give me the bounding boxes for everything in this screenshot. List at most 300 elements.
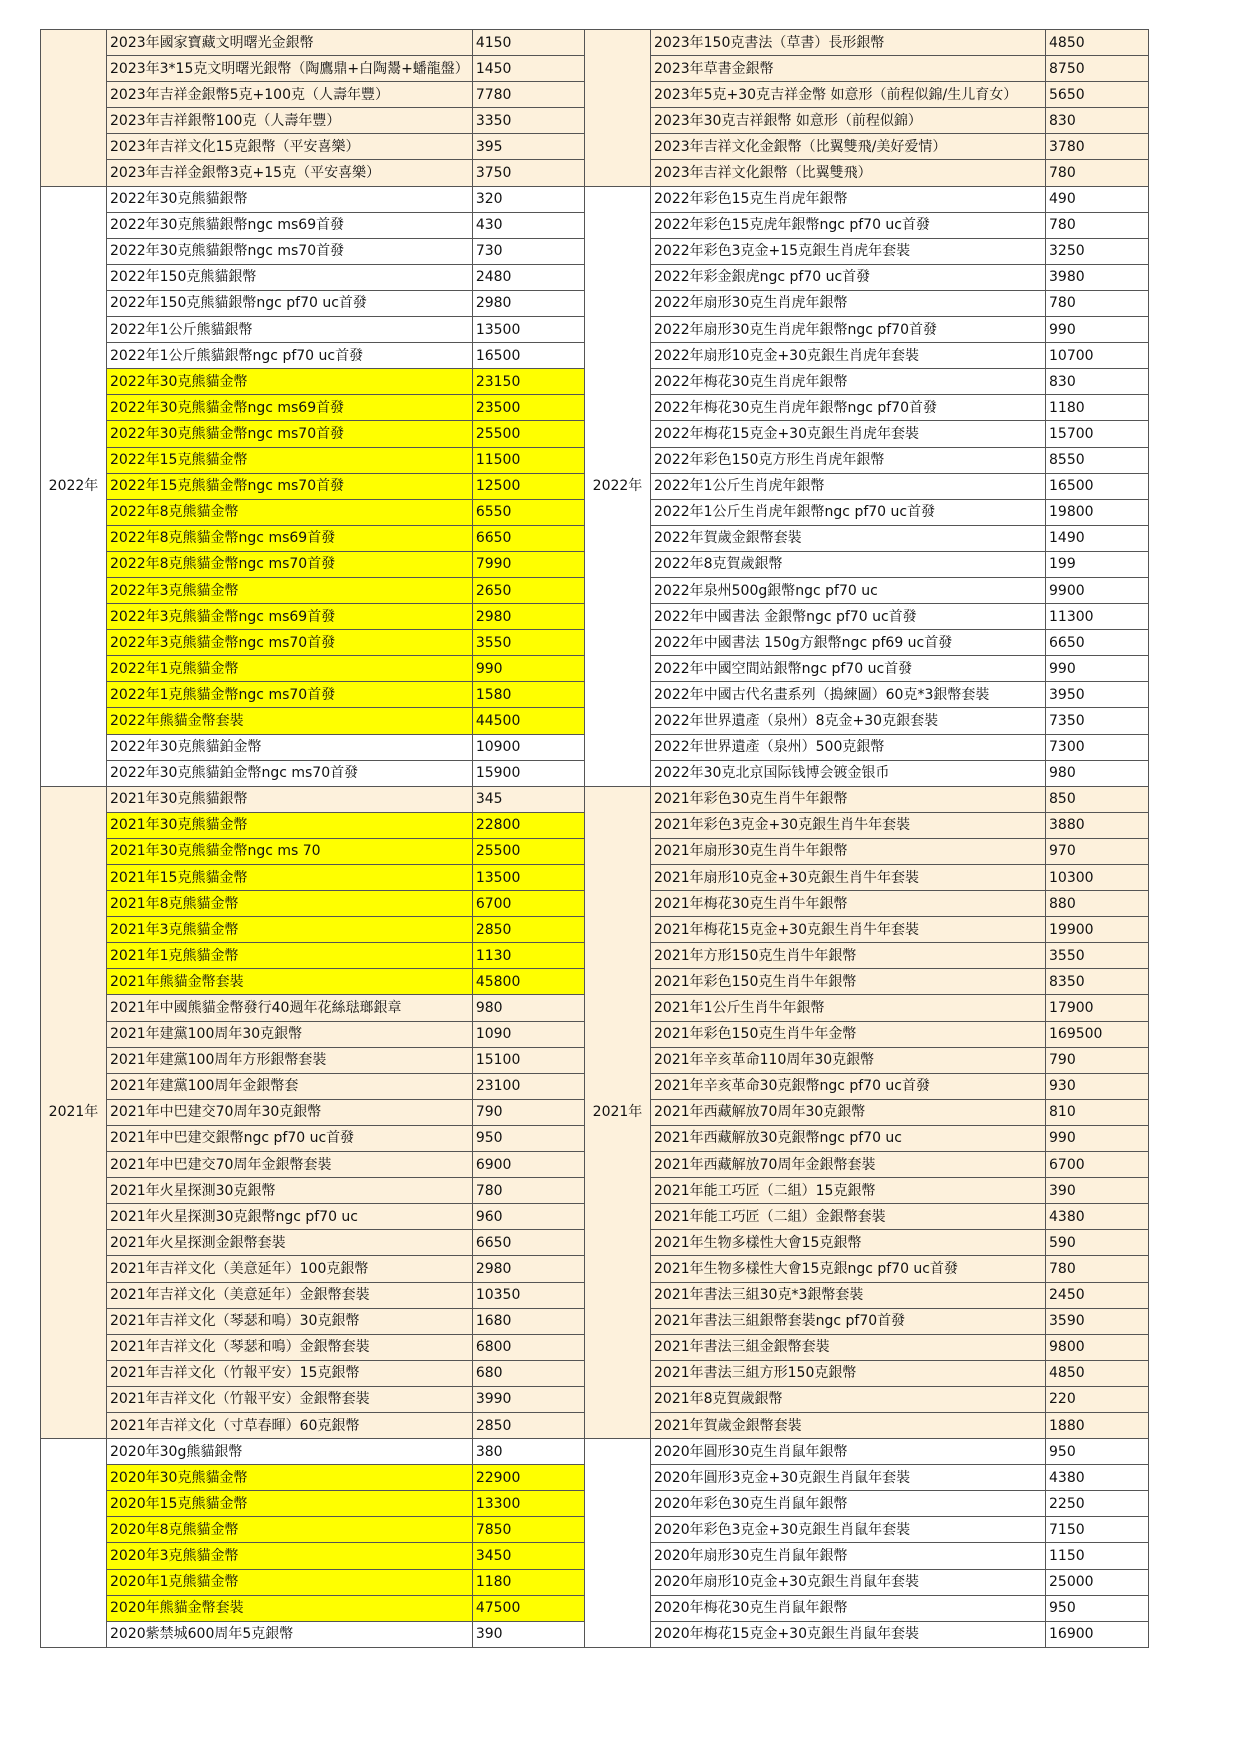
coin-name: 2022年1公斤熊貓銀幣ngc pf70 uc首發 bbox=[107, 343, 473, 369]
coin-price: 780 bbox=[1046, 290, 1149, 316]
coin-price: 9900 bbox=[1046, 577, 1149, 603]
coin-price: 17900 bbox=[1046, 995, 1149, 1021]
coin-name: 2021年西藏解放70周年金銀幣套裝 bbox=[651, 1152, 1046, 1178]
coin-price: 4850 bbox=[1046, 1360, 1149, 1386]
coin-name: 2022年30克熊貓銀幣ngc ms69首發 bbox=[107, 212, 473, 238]
coin-name: 2021年30克熊貓銀幣 bbox=[107, 786, 473, 812]
coin-price: 7350 bbox=[1046, 708, 1149, 734]
coin-name: 2021年梅花30克生肖牛年銀幣 bbox=[651, 891, 1046, 917]
table-row bbox=[41, 343, 601, 369]
table-row bbox=[41, 838, 601, 864]
coin-name: 2022年1公斤生肖虎年銀幣 bbox=[651, 473, 1046, 499]
coin-name: 2023年吉祥金銀幣5克+100克（人壽年豐） bbox=[107, 82, 473, 108]
coin-name: 2021年彩色30克生肖牛年銀幣 bbox=[651, 786, 1046, 812]
table-row bbox=[585, 1256, 1149, 1282]
table-row bbox=[585, 1308, 1149, 1334]
table-row bbox=[41, 969, 601, 995]
coin-price: 44500 bbox=[472, 708, 600, 734]
coin-price: 395 bbox=[472, 134, 600, 160]
coin-name: 2022年泉州500g銀幣ngc pf70 uc bbox=[651, 577, 1046, 603]
table-row bbox=[41, 682, 601, 708]
coin-price: 10350 bbox=[472, 1282, 600, 1308]
table-row bbox=[585, 604, 1149, 630]
coin-price: 15700 bbox=[1046, 421, 1149, 447]
coin-name: 2022年中國書法 金銀幣ngc pf70 uc首發 bbox=[651, 604, 1046, 630]
coin-price: 1090 bbox=[472, 1021, 600, 1047]
year-label bbox=[41, 1439, 107, 1648]
coin-price: 16500 bbox=[472, 343, 600, 369]
table-row bbox=[585, 1230, 1149, 1256]
table-row bbox=[585, 369, 1149, 395]
table-row bbox=[41, 734, 601, 760]
coin-price: 1490 bbox=[1046, 525, 1149, 551]
coin-name: 2022年梅花30克生肖虎年銀幣ngc pf70首發 bbox=[651, 395, 1046, 421]
coin-name: 2020年3克熊貓金幣 bbox=[107, 1543, 473, 1569]
table-row bbox=[585, 577, 1149, 603]
coin-price: 16500 bbox=[1046, 473, 1149, 499]
coin-price: 980 bbox=[472, 995, 600, 1021]
table-row bbox=[585, 525, 1149, 551]
coin-name: 2021年熊貓金幣套裝 bbox=[107, 969, 473, 995]
coin-name: 2022年彩色15克生肖虎年銀幣 bbox=[651, 186, 1046, 212]
table-row bbox=[41, 604, 601, 630]
table-row bbox=[585, 1021, 1149, 1047]
coin-price: 830 bbox=[1046, 108, 1149, 134]
table-row bbox=[41, 369, 601, 395]
table-row bbox=[41, 1439, 601, 1465]
coin-name: 2021年辛亥革命110周年30克銀幣 bbox=[651, 1047, 1046, 1073]
coin-name: 2021年吉祥文化（琴瑟和鳴）30克銀幣 bbox=[107, 1308, 473, 1334]
coin-price: 25000 bbox=[1046, 1569, 1149, 1595]
coin-name: 2022年150克熊貓銀幣 bbox=[107, 264, 473, 290]
coin-name: 2021年30克熊貓金幣 bbox=[107, 812, 473, 838]
coin-name: 2021年書法三組30克*3銀幣套裝 bbox=[651, 1282, 1046, 1308]
table-row bbox=[585, 290, 1149, 316]
coin-price: 2450 bbox=[1046, 1282, 1149, 1308]
table-row bbox=[585, 317, 1149, 343]
coin-price: 45800 bbox=[472, 969, 600, 995]
coin-name: 2021年方形150克生肖牛年銀幣 bbox=[651, 943, 1046, 969]
table-row bbox=[41, 212, 601, 238]
table-row bbox=[585, 656, 1149, 682]
coin-price: 4850 bbox=[1046, 30, 1149, 56]
coin-price: 810 bbox=[1046, 1099, 1149, 1125]
table-row bbox=[585, 812, 1149, 838]
table-row bbox=[585, 1099, 1149, 1125]
coin-name: 2022年3克熊貓金幣ngc ms70首發 bbox=[107, 630, 473, 656]
coin-price: 590 bbox=[1046, 1230, 1149, 1256]
coin-name: 2022年中國古代名畫系列（搗練圖）60克*3銀幣套裝 bbox=[651, 682, 1046, 708]
table-row bbox=[41, 708, 601, 734]
coin-name: 2023年國家寶藏文明曙光金銀幣 bbox=[107, 30, 473, 56]
coin-price: 3880 bbox=[1046, 812, 1149, 838]
coin-price: 5650 bbox=[1046, 82, 1149, 108]
coin-name: 2021年吉祥文化（寸草春暉）60克銀幣 bbox=[107, 1412, 473, 1438]
coin-name: 2023年吉祥文化15克銀幣（平安喜樂） bbox=[107, 134, 473, 160]
table-row bbox=[585, 969, 1149, 995]
table-row bbox=[585, 682, 1149, 708]
coin-price: 930 bbox=[1046, 1073, 1149, 1099]
coin-name: 2023年草書金銀幣 bbox=[651, 56, 1046, 82]
table-row bbox=[41, 290, 601, 316]
table-row bbox=[41, 1595, 601, 1621]
coin-price: 850 bbox=[1046, 786, 1149, 812]
coin-price: 7300 bbox=[1046, 734, 1149, 760]
table-row bbox=[585, 551, 1149, 577]
coin-name: 2023年30克吉祥銀幣 如意形（前程似錦） bbox=[651, 108, 1046, 134]
coin-price: 790 bbox=[1046, 1047, 1149, 1073]
coin-price: 7150 bbox=[1046, 1517, 1149, 1543]
coin-name: 2022年8克賀歲銀幣 bbox=[651, 551, 1046, 577]
coin-price: 880 bbox=[1046, 891, 1149, 917]
table-row bbox=[585, 1047, 1149, 1073]
table-row bbox=[41, 421, 601, 447]
coin-name: 2021年扇形10克金+30克銀生肖牛年套裝 bbox=[651, 865, 1046, 891]
table-row bbox=[41, 812, 601, 838]
year-label: 2021年 bbox=[585, 786, 651, 1438]
coin-name: 2022年30克熊貓鉑金幣ngc ms70首發 bbox=[107, 760, 473, 786]
table-row bbox=[41, 865, 601, 891]
table-row bbox=[585, 343, 1149, 369]
table-row bbox=[41, 1152, 601, 1178]
table-row bbox=[585, 421, 1149, 447]
coin-price: 2850 bbox=[472, 1412, 600, 1438]
table-row bbox=[41, 995, 601, 1021]
table-row bbox=[585, 212, 1149, 238]
table-row bbox=[41, 1047, 601, 1073]
coin-price: 780 bbox=[472, 1178, 600, 1204]
coin-price: 2480 bbox=[472, 264, 600, 290]
table-row bbox=[41, 1256, 601, 1282]
table-row bbox=[41, 264, 601, 290]
table-row bbox=[41, 760, 601, 786]
coin-name: 2021年吉祥文化（美意延年）100克銀幣 bbox=[107, 1256, 473, 1282]
coin-price: 1450 bbox=[472, 56, 600, 82]
coin-name: 2022年熊貓金幣套裝 bbox=[107, 708, 473, 734]
table-row bbox=[41, 447, 601, 473]
coin-price: 970 bbox=[1046, 838, 1149, 864]
coin-name: 2022年扇形30克生肖虎年銀幣 bbox=[651, 290, 1046, 316]
coin-name: 2021年火星探測30克銀幣ngc pf70 uc bbox=[107, 1204, 473, 1230]
coin-price: 990 bbox=[1046, 317, 1149, 343]
table-row bbox=[41, 56, 601, 82]
table-row bbox=[41, 160, 601, 186]
coin-price: 19800 bbox=[1046, 499, 1149, 525]
table-row bbox=[585, 473, 1149, 499]
table-row bbox=[41, 186, 601, 212]
table-row bbox=[41, 473, 601, 499]
coin-name: 2021年中國熊貓金幣發行40週年花絲琺瑯銀章 bbox=[107, 995, 473, 1021]
coin-name: 2020年30克熊貓金幣 bbox=[107, 1465, 473, 1491]
coin-name: 2022年30克北京国际钱博会镀金银币 bbox=[651, 760, 1046, 786]
coin-name: 2021年生物多樣性大會15克銀ngc pf70 uc首發 bbox=[651, 1256, 1046, 1282]
coin-price: 990 bbox=[472, 656, 600, 682]
table-row bbox=[585, 1282, 1149, 1308]
coin-price: 8750 bbox=[1046, 56, 1149, 82]
coin-price: 3950 bbox=[1046, 682, 1149, 708]
coin-name: 2021年建黨100周年金銀幣套 bbox=[107, 1073, 473, 1099]
table-row bbox=[41, 1021, 601, 1047]
coin-name: 2022年世界遺產（泉州）500克銀幣 bbox=[651, 734, 1046, 760]
table-row bbox=[41, 1125, 601, 1151]
coin-name: 2020年8克熊貓金幣 bbox=[107, 1517, 473, 1543]
coin-name: 2021年火星探測金銀幣套裝 bbox=[107, 1230, 473, 1256]
coin-price: 2980 bbox=[472, 1256, 600, 1282]
coin-name: 2021年西藏解放70周年30克銀幣 bbox=[651, 1099, 1046, 1125]
coin-price: 10700 bbox=[1046, 343, 1149, 369]
coin-name: 2022年1公斤生肖虎年銀幣ngc pf70 uc首發 bbox=[651, 499, 1046, 525]
table-row bbox=[41, 1491, 601, 1517]
coin-price: 1150 bbox=[1046, 1543, 1149, 1569]
coin-name: 2020年15克熊貓金幣 bbox=[107, 1491, 473, 1517]
coin-name: 2022年1克熊貓金幣 bbox=[107, 656, 473, 682]
coin-name: 2022年彩色150克方形生肖虎年銀幣 bbox=[651, 447, 1046, 473]
table-row bbox=[41, 1569, 601, 1595]
table-row bbox=[585, 1360, 1149, 1386]
coin-price: 3980 bbox=[1046, 264, 1149, 290]
coin-name: 2021年8克熊貓金幣 bbox=[107, 891, 473, 917]
coin-name: 2020年30g熊貓銀幣 bbox=[107, 1439, 473, 1465]
coin-price: 8350 bbox=[1046, 969, 1149, 995]
coin-name: 2021年生物多樣性大會15克銀幣 bbox=[651, 1230, 1046, 1256]
coin-name: 2021年梅花15克金+30克銀生肖牛年套裝 bbox=[651, 917, 1046, 943]
coin-name: 2022年30克熊貓金幣ngc ms70首發 bbox=[107, 421, 473, 447]
table-row bbox=[585, 917, 1149, 943]
coin-price: 13300 bbox=[472, 1491, 600, 1517]
table-row bbox=[585, 56, 1149, 82]
coin-price: 430 bbox=[472, 212, 600, 238]
coin-price: 12500 bbox=[472, 473, 600, 499]
coin-price: 13500 bbox=[472, 865, 600, 891]
coin-name: 2020年1克熊貓金幣 bbox=[107, 1569, 473, 1595]
coin-price: 2980 bbox=[472, 604, 600, 630]
coin-price: 220 bbox=[1046, 1386, 1149, 1412]
coin-name: 2022年8克熊貓金幣ngc ms69首發 bbox=[107, 525, 473, 551]
year-label: 2022年 bbox=[585, 186, 651, 786]
coin-name: 2022年世界遺產（泉州）8克金+30克銀套裝 bbox=[651, 708, 1046, 734]
coin-price: 6650 bbox=[1046, 630, 1149, 656]
coin-price: 23150 bbox=[472, 369, 600, 395]
table-row bbox=[41, 1465, 601, 1491]
coin-name: 2021年能工巧匠（二組）金銀幣套裝 bbox=[651, 1204, 1046, 1230]
table-row bbox=[41, 1099, 601, 1125]
coin-name: 2021年西藏解放30克銀幣ngc pf70 uc bbox=[651, 1125, 1046, 1151]
table-row bbox=[585, 30, 1149, 56]
table-row bbox=[41, 917, 601, 943]
coin-price: 11300 bbox=[1046, 604, 1149, 630]
coin-price: 6550 bbox=[472, 499, 600, 525]
coin-price: 950 bbox=[1046, 1439, 1149, 1465]
coin-price: 1130 bbox=[472, 943, 600, 969]
coin-price: 10300 bbox=[1046, 865, 1149, 891]
coin-price: 990 bbox=[1046, 656, 1149, 682]
coin-name: 2021年辛亥革命30克銀幣ngc pf70 uc首發 bbox=[651, 1073, 1046, 1099]
coin-price: 2850 bbox=[472, 917, 600, 943]
table-row bbox=[585, 447, 1149, 473]
coin-price: 25500 bbox=[472, 838, 600, 864]
coin-name: 2023年5克+30克吉祥金幣 如意形（前程似錦/生儿育女） bbox=[651, 82, 1046, 108]
coin-name: 2020年圓形3克金+30克銀生肖鼠年套裝 bbox=[651, 1465, 1046, 1491]
coin-price: 3250 bbox=[1046, 238, 1149, 264]
table-row bbox=[41, 551, 601, 577]
coin-name: 2022年彩金銀虎ngc pf70 uc首發 bbox=[651, 264, 1046, 290]
table-row bbox=[41, 656, 601, 682]
coin-price: 4150 bbox=[472, 30, 600, 56]
table-row bbox=[41, 577, 601, 603]
coin-name: 2020年圓形30克生肖鼠年銀幣 bbox=[651, 1439, 1046, 1465]
table-row bbox=[41, 630, 601, 656]
coin-name: 2022年彩色15克虎年銀幣ngc pf70 uc首發 bbox=[651, 212, 1046, 238]
coin-price: 19900 bbox=[1046, 917, 1149, 943]
coin-name: 2022年30克熊貓鉑金幣 bbox=[107, 734, 473, 760]
table-row bbox=[585, 1152, 1149, 1178]
coin-name: 2021年書法三組方形150克銀幣 bbox=[651, 1360, 1046, 1386]
year-label bbox=[585, 30, 651, 187]
coin-price: 680 bbox=[472, 1360, 600, 1386]
left-price-table bbox=[40, 29, 601, 1648]
table-row bbox=[585, 160, 1149, 186]
coin-name: 2022年1公斤熊貓銀幣 bbox=[107, 317, 473, 343]
coin-name: 2022年梅花15克金+30克銀生肖虎年套裝 bbox=[651, 421, 1046, 447]
coin-price: 2980 bbox=[472, 290, 600, 316]
coin-name: 2022年8克熊貓金幣 bbox=[107, 499, 473, 525]
table-row bbox=[585, 1439, 1149, 1465]
coin-name: 2023年吉祥銀幣100克（人壽年豐） bbox=[107, 108, 473, 134]
coin-name: 2022年賀歲金銀幣套裝 bbox=[651, 525, 1046, 551]
table-row bbox=[41, 943, 601, 969]
coin-price: 950 bbox=[1046, 1595, 1149, 1621]
coin-price: 6800 bbox=[472, 1334, 600, 1360]
coin-price: 7850 bbox=[472, 1517, 600, 1543]
coin-name: 2020年扇形30克生肖鼠年銀幣 bbox=[651, 1543, 1046, 1569]
table-row bbox=[585, 108, 1149, 134]
coin-name: 2021年建黨100周年30克銀幣 bbox=[107, 1021, 473, 1047]
table-row bbox=[41, 238, 601, 264]
coin-name: 2022年30克熊貓銀幣ngc ms70首發 bbox=[107, 238, 473, 264]
year-label bbox=[41, 30, 107, 187]
table-row bbox=[41, 1282, 601, 1308]
coin-name: 2021年1公斤生肖牛年銀幣 bbox=[651, 995, 1046, 1021]
table-row bbox=[585, 499, 1149, 525]
coin-price: 390 bbox=[1046, 1178, 1149, 1204]
year-label: 2021年 bbox=[41, 786, 107, 1438]
coin-name: 2021年中巴建交70周年金銀幣套裝 bbox=[107, 1152, 473, 1178]
coin-name: 2021年火星探測30克銀幣 bbox=[107, 1178, 473, 1204]
table-row bbox=[585, 395, 1149, 421]
coin-price: 3550 bbox=[1046, 943, 1149, 969]
coin-name: 2020年梅花30克生肖鼠年銀幣 bbox=[651, 1595, 1046, 1621]
coin-price: 3350 bbox=[472, 108, 600, 134]
table-row bbox=[585, 1595, 1149, 1621]
table-row bbox=[41, 786, 601, 812]
coin-price: 4380 bbox=[1046, 1465, 1149, 1491]
coin-name: 2022年30克熊貓金幣 bbox=[107, 369, 473, 395]
table-row bbox=[585, 1178, 1149, 1204]
table-row bbox=[41, 1230, 601, 1256]
table-row bbox=[585, 1204, 1149, 1230]
table-row bbox=[585, 82, 1149, 108]
coin-name: 2021年吉祥文化（竹報平安）金銀幣套裝 bbox=[107, 1386, 473, 1412]
coin-name: 2023年吉祥文化金銀幣（比翼雙飛/美好爱情） bbox=[651, 134, 1046, 160]
coin-price: 22800 bbox=[472, 812, 600, 838]
coin-price: 1180 bbox=[1046, 395, 1149, 421]
coin-price: 6700 bbox=[472, 891, 600, 917]
table-row bbox=[585, 1412, 1149, 1438]
coin-price: 1880 bbox=[1046, 1412, 1149, 1438]
table-row bbox=[585, 1125, 1149, 1151]
table-row bbox=[41, 1621, 601, 1647]
table-row bbox=[585, 1334, 1149, 1360]
table-row bbox=[585, 995, 1149, 1021]
table-row bbox=[41, 395, 601, 421]
coin-price: 780 bbox=[1046, 160, 1149, 186]
coin-name: 2021年3克熊貓金幣 bbox=[107, 917, 473, 943]
coin-price: 3590 bbox=[1046, 1308, 1149, 1334]
table-row bbox=[41, 1178, 601, 1204]
coin-name: 2020年彩色30克生肖鼠年銀幣 bbox=[651, 1491, 1046, 1517]
coin-price: 7990 bbox=[472, 551, 600, 577]
coin-name: 2022年15克熊貓金幣 bbox=[107, 447, 473, 473]
table-row bbox=[41, 1386, 601, 1412]
coin-price: 9800 bbox=[1046, 1334, 1149, 1360]
coin-price: 3780 bbox=[1046, 134, 1149, 160]
table-row bbox=[585, 708, 1149, 734]
coin-name: 2020紫禁城600周年5克銀幣 bbox=[107, 1621, 473, 1647]
table-row bbox=[41, 82, 601, 108]
coin-price: 790 bbox=[472, 1099, 600, 1125]
coin-name: 2021年中巴建交銀幣ngc pf70 uc首發 bbox=[107, 1125, 473, 1151]
year-label bbox=[585, 1439, 651, 1648]
coin-price: 1580 bbox=[472, 682, 600, 708]
coin-name: 2021年書法三組金銀幣套裝 bbox=[651, 1334, 1046, 1360]
coin-price: 8550 bbox=[1046, 447, 1149, 473]
coin-name: 2022年150克熊貓銀幣ngc pf70 uc首發 bbox=[107, 290, 473, 316]
coin-name: 2022年彩色3克金+15克銀生肖虎年套裝 bbox=[651, 238, 1046, 264]
table-row bbox=[41, 317, 601, 343]
coin-price: 15900 bbox=[472, 760, 600, 786]
table-row bbox=[41, 1204, 601, 1230]
coin-name: 2022年30克熊貓銀幣 bbox=[107, 186, 473, 212]
table-row bbox=[585, 1569, 1149, 1595]
table-row bbox=[585, 1465, 1149, 1491]
table-row bbox=[41, 134, 601, 160]
coin-price: 3750 bbox=[472, 160, 600, 186]
coin-price: 23500 bbox=[472, 395, 600, 421]
coin-price: 3450 bbox=[472, 1543, 600, 1569]
coin-price: 47500 bbox=[472, 1595, 600, 1621]
table-row bbox=[41, 1543, 601, 1569]
table-row bbox=[41, 108, 601, 134]
coin-name: 2021年30克熊貓金幣ngc ms 70 bbox=[107, 838, 473, 864]
table-row bbox=[585, 1621, 1149, 1647]
coin-price: 2250 bbox=[1046, 1491, 1149, 1517]
table-row bbox=[585, 734, 1149, 760]
coin-name: 2021年中巴建交70周年30克銀幣 bbox=[107, 1099, 473, 1125]
coin-name: 2021年8克賀歲銀幣 bbox=[651, 1386, 1046, 1412]
table-row bbox=[41, 525, 601, 551]
coin-name: 2022年扇形30克生肖虎年銀幣ngc pf70首發 bbox=[651, 317, 1046, 343]
coin-name: 2021年吉祥文化（竹報平安）15克銀幣 bbox=[107, 1360, 473, 1386]
table-row bbox=[41, 499, 601, 525]
coin-name: 2022年8克熊貓金幣ngc ms70首發 bbox=[107, 551, 473, 577]
coin-name: 2020年彩色3克金+30克銀生肖鼠年套裝 bbox=[651, 1517, 1046, 1543]
table-row bbox=[585, 1386, 1149, 1412]
coin-name: 2021年彩色3克金+30克銀生肖牛年套裝 bbox=[651, 812, 1046, 838]
coin-price: 6700 bbox=[1046, 1152, 1149, 1178]
coin-price: 730 bbox=[472, 238, 600, 264]
coin-name: 2021年賀歲金銀幣套裝 bbox=[651, 1412, 1046, 1438]
coin-price: 16900 bbox=[1046, 1621, 1149, 1647]
